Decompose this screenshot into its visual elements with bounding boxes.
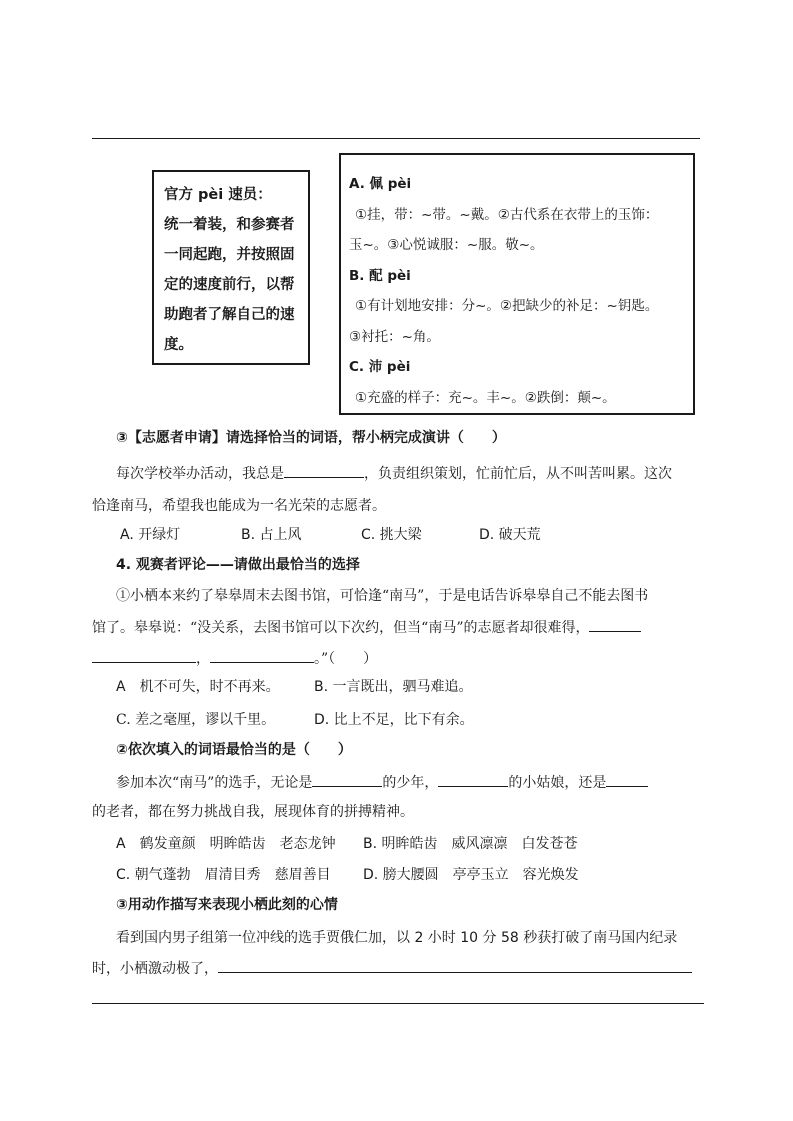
q4-p2-title: ②依次填入的词语最恰当的是（ ） xyxy=(116,742,352,758)
top-rule xyxy=(92,138,700,139)
pace-runner-note-box xyxy=(152,170,310,365)
note-line: 官方 pèi 速员： xyxy=(164,187,272,203)
q4-p2-option-b[interactable]: B. 明眸皓齿 威风凛凛 白发苍苍 xyxy=(363,836,578,852)
dict-entry-a-head: A. 佩 pèi xyxy=(349,176,412,192)
q4-p3-text-line2: 时，小栖激动极了， xyxy=(92,958,692,979)
note-line: 助跑者了解自己的速 xyxy=(164,307,295,323)
q3-option-a[interactable]: A. 开绿灯 xyxy=(120,527,181,543)
q3-option-d[interactable]: D. 破天荒 xyxy=(479,527,541,543)
q3-option-b[interactable]: B. 占上风 xyxy=(241,527,302,543)
dict-entry-b-def: ①有计划地安排：分~。②把缺少的补足：~钥匙。 xyxy=(355,298,659,314)
dictionary-box xyxy=(339,153,695,415)
q3-text-line2: 恰逢南马，希望我也能成为一名光荣的志愿者。 xyxy=(92,498,386,514)
q4-p1-option-a[interactable]: A 机不可失，时不再来。 xyxy=(116,679,280,695)
q4-p1-line1: ①小栖本来约了皋皋周末去图书馆，可恰逢“南马”，于是电话告诉皋皋自己不能去图书 xyxy=(116,588,649,604)
q4-p1-option-b[interactable]: B. 一言既出，驷马难追。 xyxy=(314,679,473,695)
dict-entry-b-def: ③衬托：~角。 xyxy=(349,328,440,345)
q3-title: ③【志愿者申请】请选择恰当的词语，帮小柄完成演讲（ ） xyxy=(116,430,506,446)
dict-entry-a-def: ①挂，带：~带。~戴。②古代系在衣带上的玉饰： xyxy=(355,206,659,223)
dict-entry-c-head: C. 沛 pèi xyxy=(349,359,411,375)
q4-p3-text-line1: 看到国内男子组第一位冲线的选手贾俄仁加，以 2 小时 10 分 58 秒获打破了南马国内纪录 xyxy=(116,930,678,946)
q4-p2-option-c[interactable]: C. 朝气蓬勃 眉清目秀 慈眉善目 xyxy=(116,867,331,883)
q4-p2-option-a[interactable]: A 鹤发童颜 明眸皓齿 老态龙钟 xyxy=(116,836,336,852)
answer-blank[interactable] xyxy=(589,617,641,632)
answer-blank[interactable] xyxy=(92,648,196,663)
note-line: 度。 xyxy=(164,337,193,353)
bottom-rule xyxy=(92,1003,704,1004)
answer-blank[interactable] xyxy=(218,958,692,973)
q4-p1-line3: ， 。”（ ） xyxy=(92,648,377,669)
note-line: 统一着装，和参赛者 xyxy=(164,217,295,233)
answer-blank[interactable] xyxy=(284,463,364,478)
note-line: 定的速度前行，以帮 xyxy=(164,277,295,293)
answer-blank[interactable] xyxy=(210,648,314,663)
dict-entry-a-def: 玉~。③心悦诚服：~服。敬~。 xyxy=(349,237,544,253)
q3-option-c[interactable]: C. 挑大梁 xyxy=(361,527,422,543)
q4-p2-text-line2: 的老者，都在努力挑战自我，展现体育的拼搏精神。 xyxy=(92,804,414,820)
q4-p1-option-d[interactable]: D. 比上不足，比下有余。 xyxy=(314,712,474,728)
q4-title: 4. 观赛者评论——请做出最恰当的选择 xyxy=(116,557,360,573)
q4-p1-line2: 馆了。皋皋说：“没关系，去图书馆可以下次约，但当“南马”的志愿者却很难得， xyxy=(92,617,641,638)
answer-blank[interactable] xyxy=(438,772,508,787)
answer-blank[interactable] xyxy=(606,772,648,787)
q4-p3-title: ③用动作描写来表现小栖此刻的心情 xyxy=(116,897,338,913)
dict-entry-b-head: B. 配 pèi xyxy=(349,267,411,284)
q4-p2-option-d[interactable]: D. 膀大腰圆 亭亭玉立 容光焕发 xyxy=(363,867,579,883)
q4-p1-option-c[interactable]: C. 差之毫厘，谬以千里。 xyxy=(116,712,276,728)
dict-entry-c-def: ①充盛的样子：充~。丰~。②跌倒：颠~。 xyxy=(355,389,616,406)
q4-p2-text-line1: 参加本次“南马”的选手，无论是 的少年， 的小姑娘，还是 xyxy=(116,772,648,793)
note-line: 一同起跑，并按照固 xyxy=(164,247,295,263)
answer-blank[interactable] xyxy=(312,772,382,787)
q3-text-line1: 每次学校举办活动，我总是 ，负责组织策划，忙前忙后，从不叫苦叫累。这次 xyxy=(116,463,672,484)
